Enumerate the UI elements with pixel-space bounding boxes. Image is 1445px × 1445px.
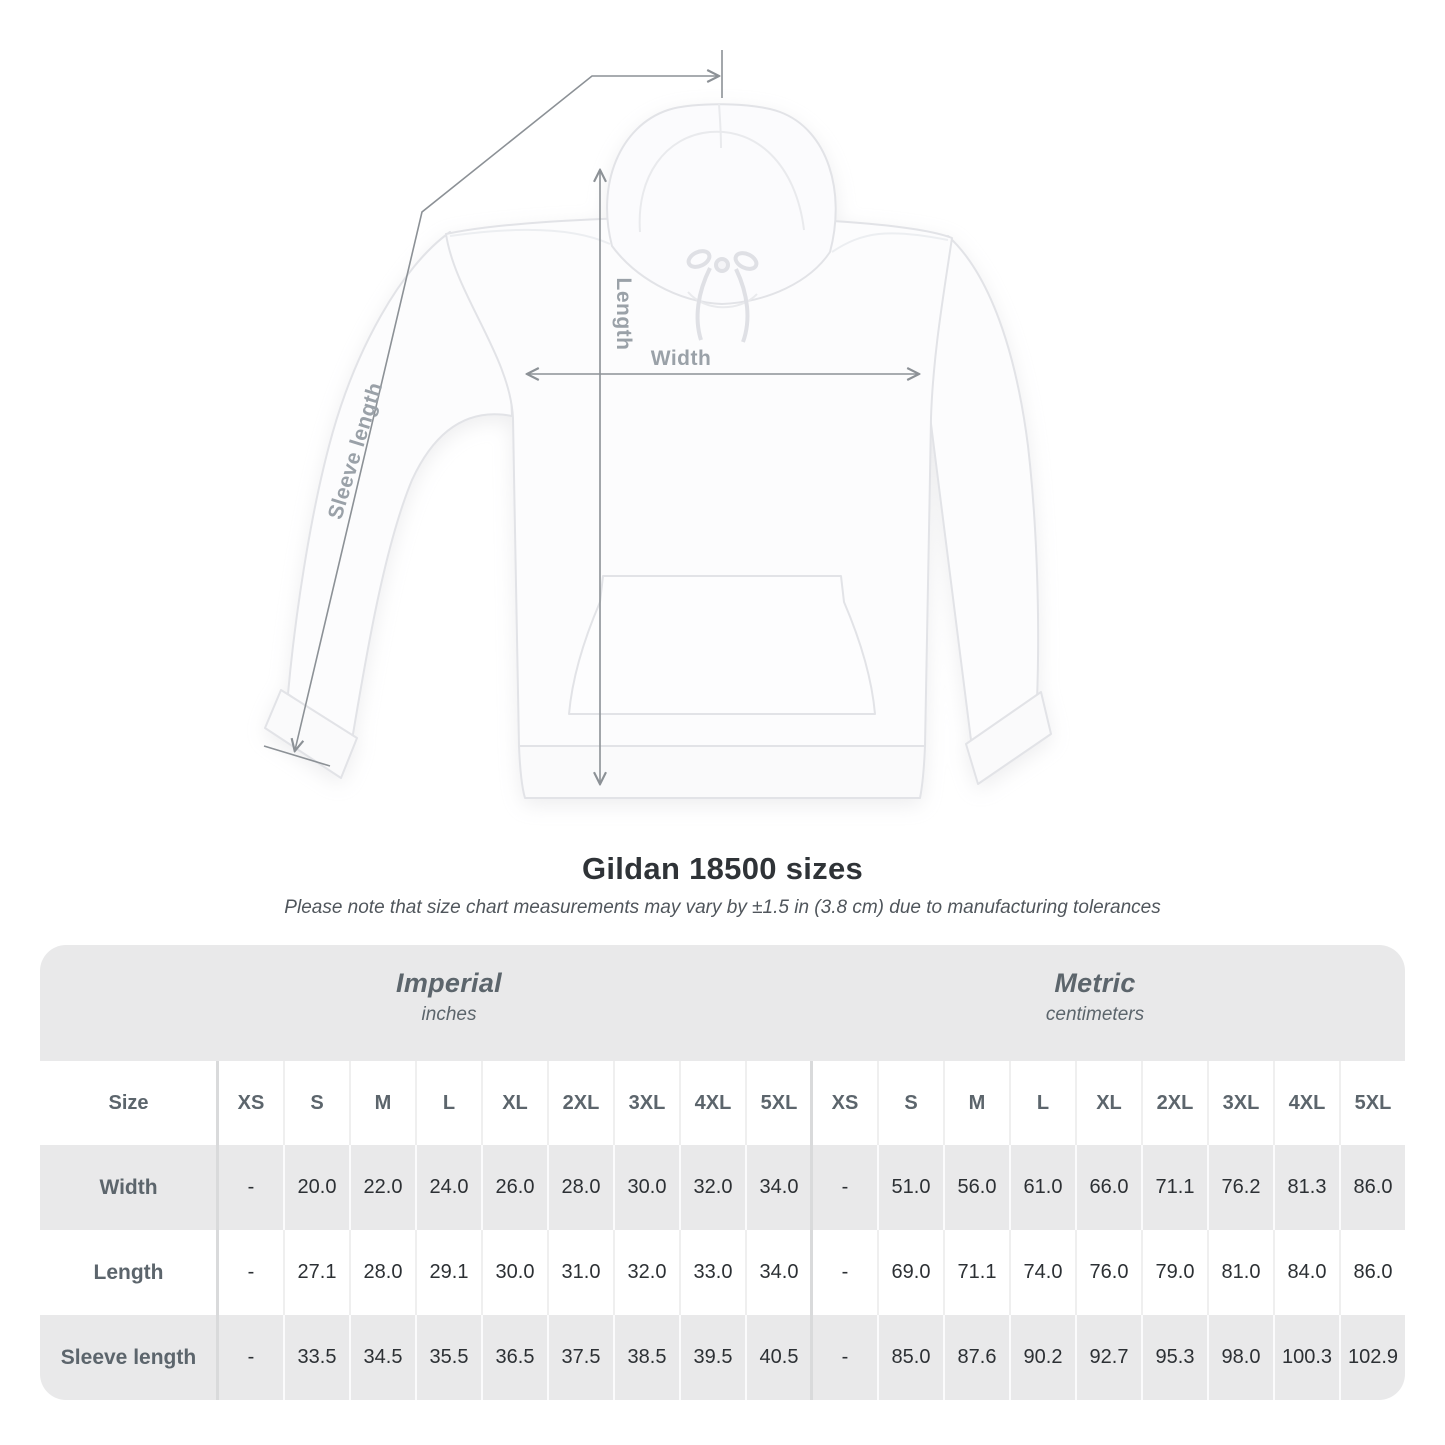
row-label: Length [93,1260,164,1284]
data-cell: 98.0 [1207,1315,1273,1400]
size-header-cell: 5XL [1339,1061,1405,1145]
size-header-cell: M [349,1061,415,1145]
data-cell: 39.5 [679,1315,745,1400]
data-cell: 90.2 [1009,1315,1075,1400]
data-cell: 31.0 [547,1230,613,1315]
size-header-cell: 2XL [547,1061,613,1145]
data-cell: 79.0 [1141,1230,1207,1315]
data-cell: 81.3 [1273,1145,1339,1230]
data-cell: 40.5 [745,1315,811,1400]
page-title: Gildan 18500 sizes [581,851,864,886]
table-row-length [40,1230,1405,1315]
size-header-cell: M [943,1061,1009,1145]
kangaroo-pocket [569,576,875,714]
data-cell: 76.0 [1075,1230,1141,1315]
tolerance-note: Please note that size chart measurements may vary by ±1.5 in (3.8 cm) due to manufacturing tolerances [284,897,1161,918]
data-cell: 29.1 [415,1230,481,1315]
size-header-cell: 3XL [613,1061,679,1145]
table-row-sleeve-length [40,1315,1405,1400]
row-label: Sleeve length [60,1345,197,1369]
data-cell: 27.1 [283,1230,349,1315]
data-cell: - [811,1230,877,1315]
size-header-cell: S [283,1061,349,1145]
metric-label: Metric [1054,968,1136,998]
data-cell: 81.0 [1207,1230,1273,1315]
metric-unit-header [793,966,1397,1030]
sleeve-length-measure-label: Sleeve length [323,379,388,523]
size-header-cell: 4XL [1273,1061,1339,1145]
unit-group-divider [810,1061,813,1400]
data-cell: 33.0 [679,1230,745,1315]
data-cell: 34.0 [745,1230,811,1315]
size-header-cell: L [415,1061,481,1145]
data-cell: 34.0 [745,1145,811,1230]
data-cell: 38.5 [613,1315,679,1400]
data-cell: 20.0 [283,1145,349,1230]
size-header-cell: S [877,1061,943,1145]
data-cell: 30.0 [613,1145,679,1230]
table-row-width [40,1145,1405,1230]
width-measure-label: Width [650,347,712,370]
data-cell: 36.5 [481,1315,547,1400]
size-header-cell: L [1009,1061,1075,1145]
data-cell: 85.0 [877,1315,943,1400]
size-header-cell: XS [217,1061,283,1145]
data-cell: 76.2 [1207,1145,1273,1230]
data-cell: 61.0 [1009,1145,1075,1230]
data-cell: 86.0 [1339,1230,1405,1315]
data-cell: - [217,1145,283,1230]
data-cell: 56.0 [943,1145,1009,1230]
size-header-cell: XL [481,1061,547,1145]
size-column-header: Size [108,1091,149,1114]
hoodie-illustration [265,104,1051,798]
data-cell: 33.5 [283,1315,349,1400]
data-cell: 100.3 [1273,1315,1339,1400]
data-cell: 71.1 [943,1230,1009,1315]
data-cell: 92.7 [1075,1315,1141,1400]
data-cell: - [811,1145,877,1230]
data-cell: 26.0 [481,1145,547,1230]
row-label: Width [99,1175,158,1199]
imperial-unit-header [147,966,751,1030]
imperial-label: Imperial [396,968,502,998]
data-cell: 32.0 [679,1145,745,1230]
size-column-divider [216,1061,219,1400]
size-header-cell: 4XL [679,1061,745,1145]
data-cell: 35.5 [415,1315,481,1400]
size-header-row [40,1061,1405,1145]
length-measure-label: Length [612,277,635,351]
metric-units: centimeters [1045,1004,1145,1025]
data-cell: 74.0 [1009,1230,1075,1315]
data-cell: 30.0 [481,1230,547,1315]
data-cell: 24.0 [415,1145,481,1230]
data-cell: 37.5 [547,1315,613,1400]
hem-band [519,746,925,798]
size-header-cell: XS [811,1061,877,1145]
data-cell: - [217,1230,283,1315]
data-cell: 28.0 [349,1230,415,1315]
size-header-cell: XL [1075,1061,1141,1145]
unit-header-band [40,945,1405,1061]
data-cell: 87.6 [943,1315,1009,1400]
right-sleeve [930,236,1038,748]
size-table [40,945,1405,1400]
data-cell: 69.0 [877,1230,943,1315]
size-header-cell: 2XL [1141,1061,1207,1145]
data-cell: 32.0 [613,1230,679,1315]
data-cell: 71.1 [1141,1145,1207,1230]
data-cell: 22.0 [349,1145,415,1230]
data-cell: 51.0 [877,1145,943,1230]
data-cell: 66.0 [1075,1145,1141,1230]
data-cell: 84.0 [1273,1230,1339,1315]
data-cell: - [217,1315,283,1400]
data-cell: 34.5 [349,1315,415,1400]
size-header-cell: 3XL [1207,1061,1273,1145]
data-cell: 86.0 [1339,1145,1405,1230]
data-cell: 102.9 [1339,1315,1405,1400]
size-header-cell: 5XL [745,1061,811,1145]
data-cell: 28.0 [547,1145,613,1230]
data-cell: 95.3 [1141,1315,1207,1400]
imperial-units: inches [421,1004,477,1025]
data-cell: - [811,1315,877,1400]
drawstring-knot [716,259,728,271]
